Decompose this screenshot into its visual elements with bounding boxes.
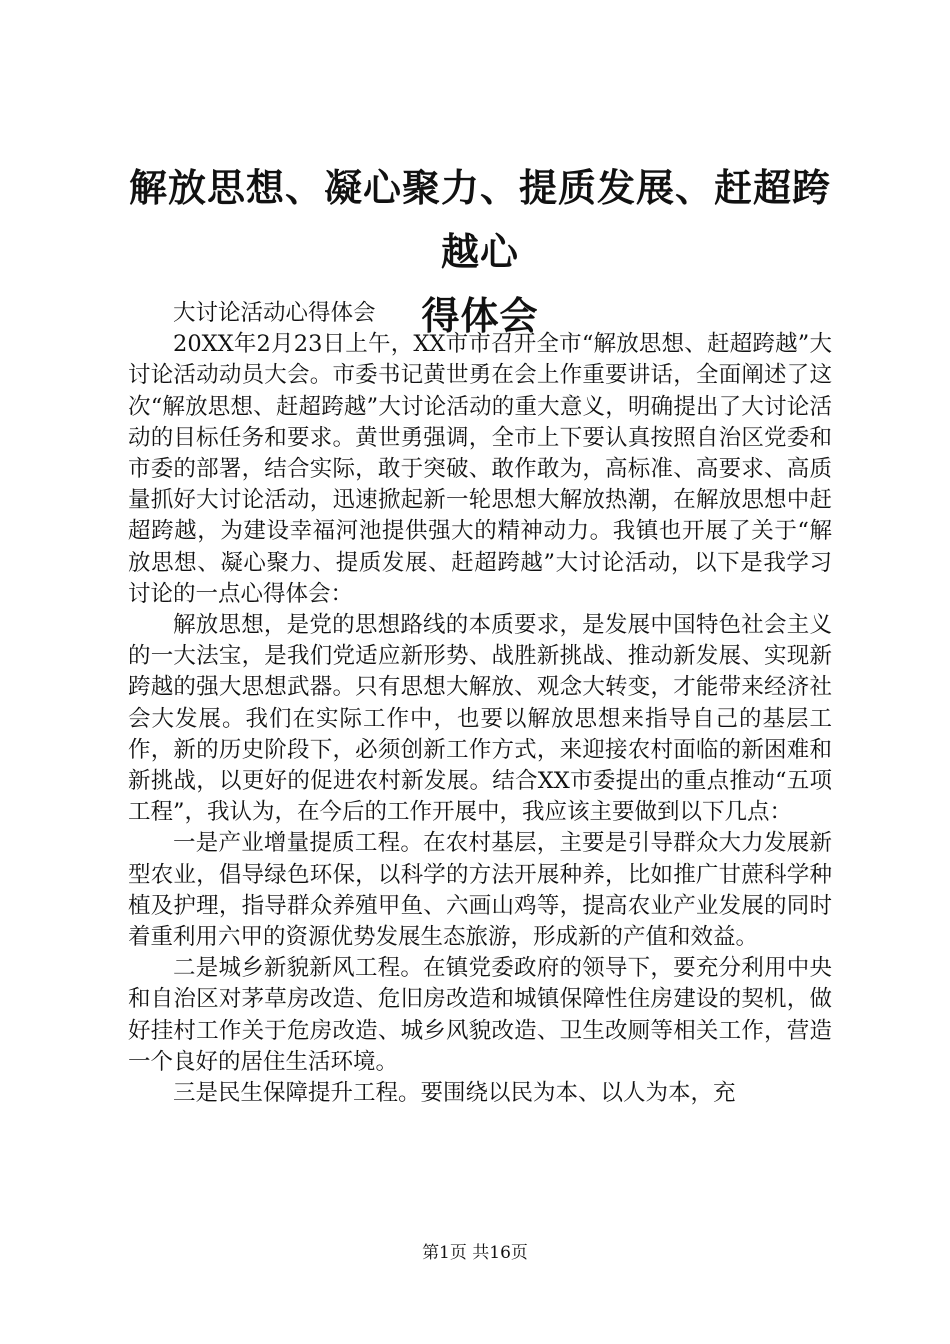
page-number-footer: 第1页 共16页 bbox=[422, 1243, 528, 1263]
document-body bbox=[128, 298, 832, 1109]
body-paragraph: 20XX年2月23日上午，XX市市召开全市“解放思想、赶超跨越”大讨论活动动员大会。市委书记黄世勇在会上作重要讲话，全面阐述了这次“解放思想、赶超跨越”大讨论活动的重大意义，明确提出了大讨论活动的目标任务和要求。黄世勇强调，全市上下要认真按照自治区党委和市委的部署，结合实际，敢于突破、敢作敢为，高标准、高要求、高质量抓好大讨论活动，迅速掀起新一轮思想大解放热潮，在解放思想中赶超跨越，为建设幸福河池提供强大的精神动力。我镇也开展了关于“解放思想、凝心聚力、提质发展、赶超跨越”大讨论活动，以下是我学习讨论的一点心得体会： bbox=[128, 331, 832, 607]
body-paragraph: 二是城乡新貌新风工程。在镇党委政府的领导下，要充分利用中央和自治区对茅草房改造、危旧房改造和城镇保障性住房建设的契机，做好挂村工作关于危房改造、城乡风貌改造、卫生改厕等相关工作，营造一个良好的居住生活环境。 bbox=[128, 955, 832, 1075]
page-title-line-1: 解放思想、凝心聚力、提质发展、赶超跨越心 bbox=[128, 165, 831, 274]
page-title-line-2: 得体会 bbox=[421, 293, 539, 338]
body-paragraph: 三是民生保障提升工程。要围绕以民为本、以人为本，充 bbox=[173, 1080, 736, 1107]
subtitle-paragraph: 大讨论活动心得体会 bbox=[173, 300, 376, 326]
body-paragraph: 解放思想，是党的思想路线的本质要求，是发展中国特色社会主义的一大法宝，是我们党适应新形势、战胜新挑战、推动新发展、实现新跨越的强大思想武器。只有思想大解放、观念大转变，才能带来经济社会大发展。我们在实际工作中，也要以解放思想来指导自己的基层工作，新的历史阶段下，必须创新工作方式，来迎接农村面临的新困难和新挑战，以更好的促进农村新发展。结合XX市委提出的重点推动“五项工程”，我认为，在今后的工作开展中，我应该主要做到以下几点： bbox=[128, 612, 832, 826]
body-paragraph: 一是产业增量提质工程。在农村基层，主要是引导群众大力发展新型农业，倡导绿色环保，以科学的方法开展种养，比如推广甘蔗科学种植及护理，指导群众养殖甲鱼、六画山鸡等，提高农业产业发展的同时着重利用六甲的资源优势发展生态旅游，形成新的产值和效益。 bbox=[128, 830, 832, 951]
